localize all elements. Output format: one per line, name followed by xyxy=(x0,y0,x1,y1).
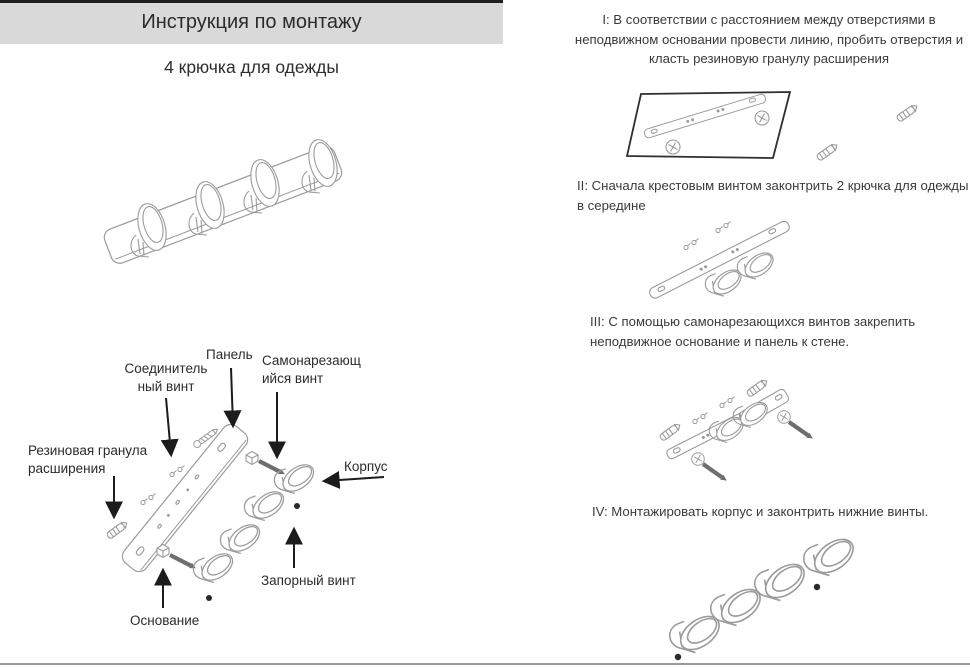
body-hook-3 xyxy=(220,519,264,556)
rubber-plug-label: Резиновая гранула расширения xyxy=(28,443,148,476)
panel-arrow xyxy=(231,368,233,425)
locking-screw-dot-1 xyxy=(294,503,300,509)
body-hook-2 xyxy=(244,486,288,523)
body-label: Корпус xyxy=(344,459,388,474)
locking-screw-dot-1 xyxy=(675,654,681,660)
step-3-text: III: С помощью самонарезающихся винтов закрепить неподвижное основание и панель к стене. xyxy=(590,314,916,349)
base-nut-1 xyxy=(246,452,258,465)
bottom-rule xyxy=(0,663,970,665)
cross-screws-1 xyxy=(684,239,699,250)
exploded-view-diagram xyxy=(0,330,480,667)
body-hook-1 xyxy=(670,610,725,657)
body-hook-1 xyxy=(274,459,318,496)
locking-screw-label: Запорный винт xyxy=(261,573,356,588)
cross-screws-1 xyxy=(693,413,708,424)
rubber-plug-1 xyxy=(816,142,839,161)
base-label: Основание xyxy=(130,613,200,628)
step-1-diagram xyxy=(625,85,965,180)
marking-screw-2 xyxy=(755,111,769,125)
self-tapping-screw-label: Самонарезающийся винт xyxy=(262,353,361,386)
product-subtitle: 4 крючка для одежды xyxy=(164,57,339,77)
assembled-product-drawing xyxy=(88,130,368,275)
small-screws-2 xyxy=(141,494,156,505)
rubber-plug-2 xyxy=(896,103,919,122)
marking-screw-1 xyxy=(666,140,680,154)
rubber-plug-left xyxy=(659,422,682,441)
page-title: Инструкция по монтажу xyxy=(141,11,362,33)
body-hook-4 xyxy=(804,533,859,580)
step-4-diagram xyxy=(650,528,960,667)
rubber-plug-part xyxy=(106,520,129,539)
body-arrow xyxy=(325,477,384,481)
bolt-screw-1 xyxy=(258,458,287,477)
connecting-screw-arrow xyxy=(166,398,171,454)
wall-outline xyxy=(627,92,790,158)
step-2-diagram xyxy=(640,213,950,313)
step-2-text: II: Сначала крестовым винтом законтрить 2 крючка для одежды в середине xyxy=(577,178,969,213)
locking-screw-dot-2 xyxy=(206,595,212,601)
base-nut-2 xyxy=(157,545,169,558)
step-3-diagram xyxy=(630,365,970,490)
self-tapping-screw-bottom xyxy=(692,453,729,483)
header-bar xyxy=(0,0,503,44)
cross-screws-2 xyxy=(716,222,731,233)
locking-screw-dot-2 xyxy=(814,584,820,590)
self-tapping-screw-right xyxy=(778,411,815,441)
body-hook-3 xyxy=(755,558,810,605)
body-hook-4 xyxy=(193,548,237,585)
step-4-text: IV: Монтажировать корпус и законтрить нижние винты. xyxy=(592,504,929,519)
cross-screws-2 xyxy=(720,397,735,408)
connecting-screw-label: Соединительный винт xyxy=(124,361,208,394)
rubber-plug-top xyxy=(746,378,769,397)
small-screws-1 xyxy=(170,466,185,477)
panel-label: Панель xyxy=(206,347,253,362)
step-1-text: I: В соответствии с расстоянием между отверстиями в неподвижном основании провести линию, пробить отверстия и класть резиновую гранулу расширения xyxy=(574,12,964,67)
